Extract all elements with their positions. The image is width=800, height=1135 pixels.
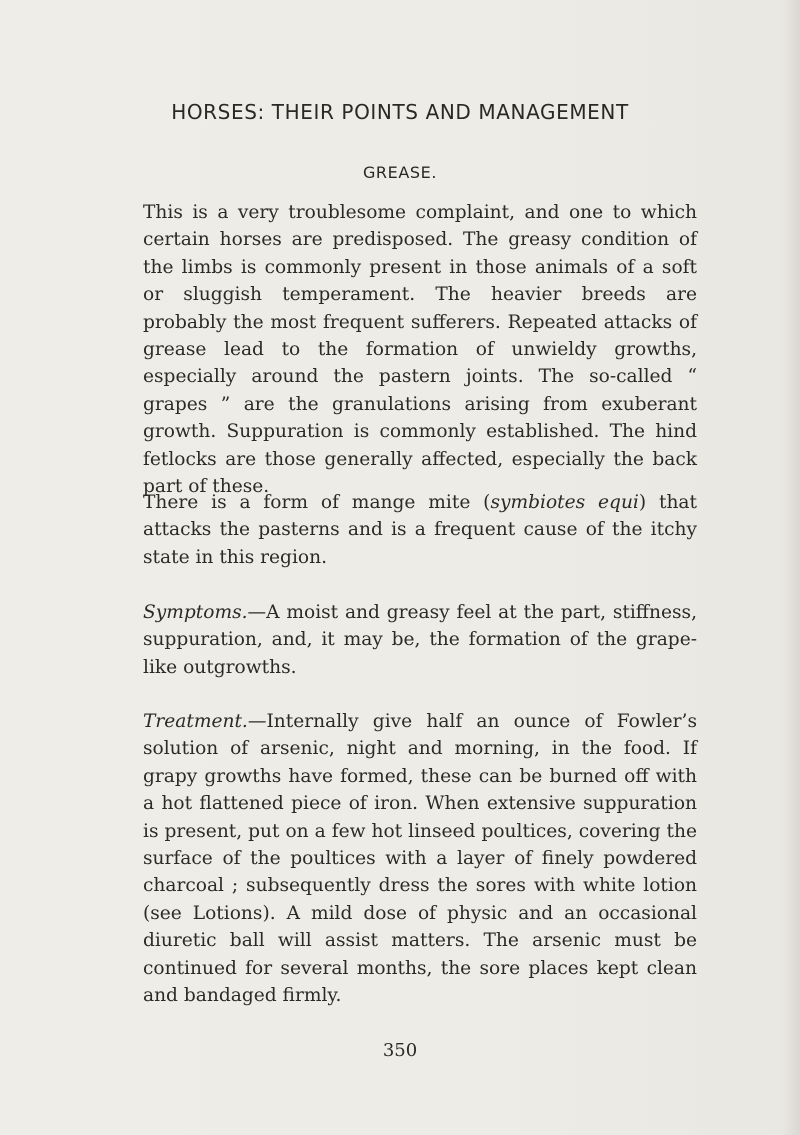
paragraph-treatment	[143, 708, 697, 1009]
paragraph-mange-mite-text-end: ) that attacks the pasterns and is a frequent cause of the itchy state in this region.	[143, 492, 697, 568]
species-name: symbiotes equi	[490, 492, 639, 513]
treatment-heading: Treatment.	[143, 711, 248, 732]
section-title: GREASE.	[362, 163, 438, 182]
paragraph-introduction: This is a very troublesome complaint, and one to which certain horses are predisposed. The greasy condition of the limbs is commonly present in those animals of a soft or sluggish temperament. The heavier breeds are probably the most frequent sufferers. Repeated attacks of grease lead to the formation of unwieldy growths, especially around the pastern joints. The so-called “ grapes ” are the granulations arising from exuberant growth. Suppuration is commonly established. The hind fetlocks are those generally affected, especially the back part of these.	[143, 202, 697, 498]
page-number: 350	[382, 1040, 418, 1061]
paragraph-mange-mite	[143, 489, 697, 571]
paragraph-symptoms	[143, 599, 697, 681]
running-head: HORSES: THEIR POINTS AND MANAGEMENT	[171, 100, 629, 124]
treatment-text: —Internally give half an ounce of Fowler’s solution of arsenic, night and morning, in the food. If grapy growths have formed, these can be burned off with a hot flattened piece of iron. When extensive suppuration is present, put on a few hot linseed poultices, covering the surface of the poultices with a layer of finely powdered charcoal ; subsequently dress the sores with white lotion (see Lotions). A mild dose of physic and an occasional diuretic ball will assist matters. The arsenic must be continued for several months, the sore places kept clean and bandaged firmly.	[143, 711, 697, 1007]
paragraph-mange-mite-text-start: There is a form of mange mite (	[143, 492, 491, 513]
symptoms-text: —A moist and greasy feel at the part, stiffness, suppuration, and, it may be, the formation of the grape-like outgrowths.	[143, 602, 697, 678]
symptoms-heading: Symptoms.	[143, 602, 248, 623]
